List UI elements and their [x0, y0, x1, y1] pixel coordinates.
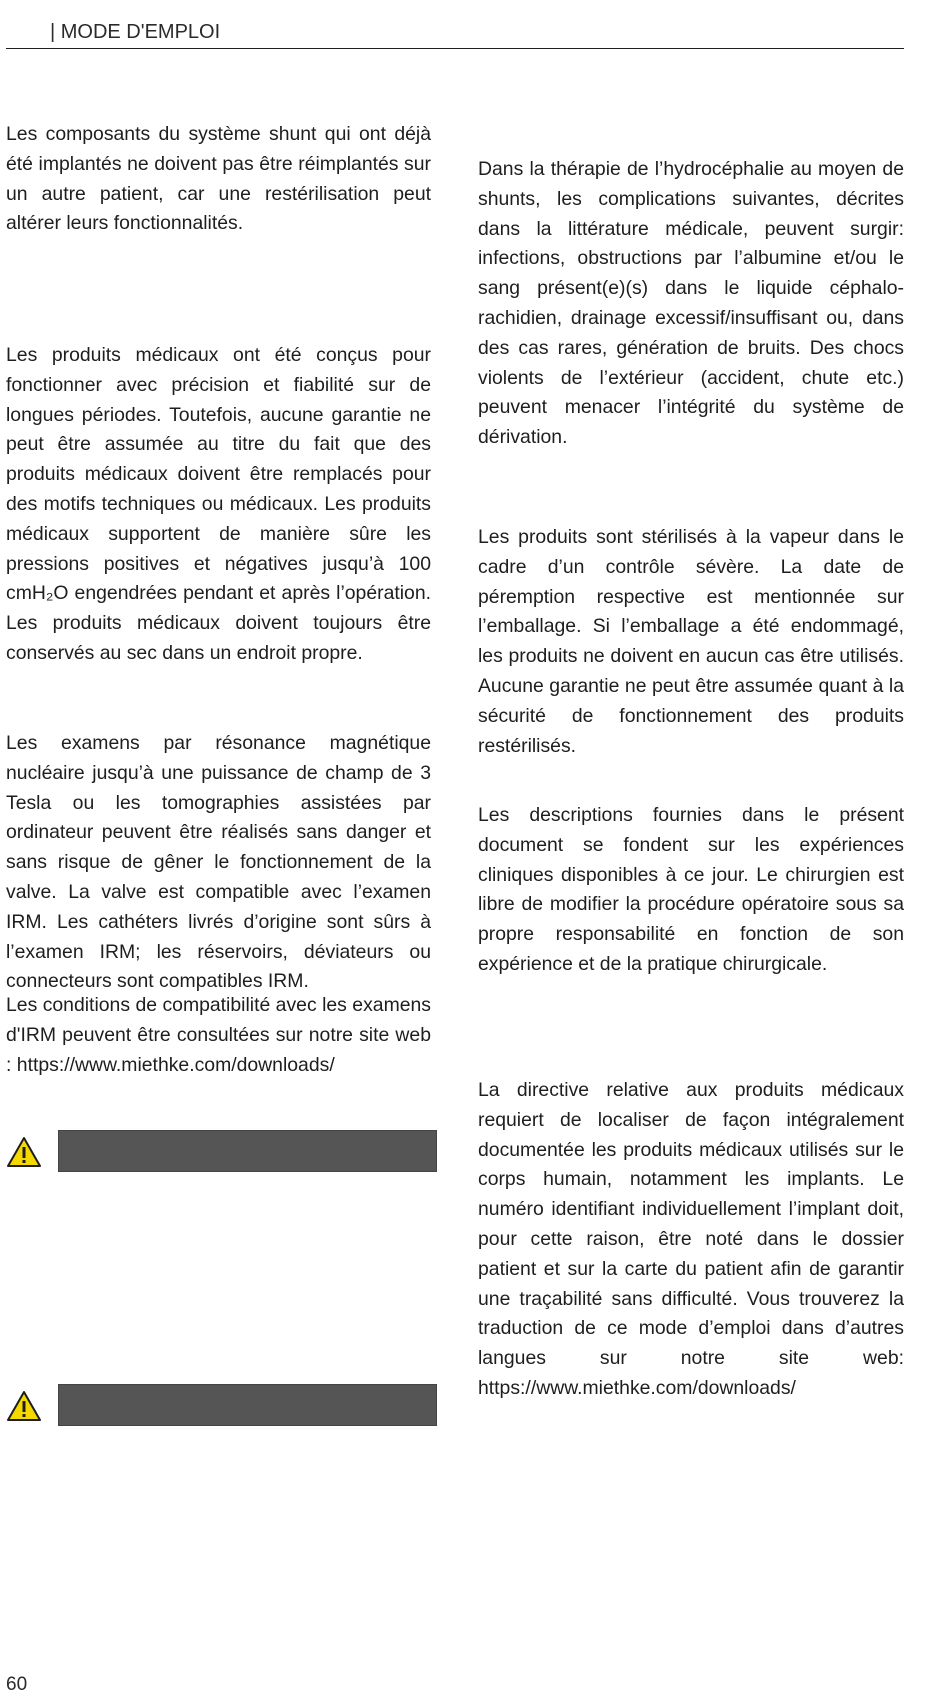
page-header: [6, 18, 904, 49]
traceability-link[interactable]: https://www.miethke.com/downloads/: [478, 1376, 796, 1399]
paragraph-mri-conditions: [6, 991, 431, 1080]
warning-bar: [58, 1384, 437, 1426]
header-title: | MODE D'EMPLOI: [50, 21, 221, 43]
warning-triangle-icon: [6, 1390, 42, 1422]
paragraph-mri-compatibility: Les examens par résonance magnétique nucléaire jusqu’à une puissance de champ de 3 Tesla ou les tomographies assistées par ordinateur peuvent être réalisés sans danger et sans risque de gêner le fonctionnement de la valve. La valve est compatible avec l’examen IRM. Les cathéters livrés d’origine sont sûrs à l’examen IRM; les réservoirs, déviateurs ou connecteurs sont compatibles IRM.: [6, 732, 431, 993]
warning-triangle-icon: [6, 1136, 42, 1168]
warning-box: [6, 1384, 436, 1426]
paragraph-traceability: [478, 1076, 904, 1404]
paragraph-complications: Dans la thérapie de l’hydrocéphalie au moyen de shunts, les complications suivantes, décrites dans la littérature médicale, peuvent surgir: infections, obstructions par l’albumine et/ou le sang présent(e)(s) dans le liquide céphalo-rachidien, drainage excessif/insuffisant ou, dans des cas rares, génération de bruits. Des chocs violents de l’extérieur (accident, chute etc.) peuvent menacer l’intégrité du système de dérivation.: [478, 158, 904, 449]
traceability-text: La directive relative aux produits médicaux requiert de localiser de façon intégralement documentée les produits médicaux utilisés sur le corps humain, notamment les implants. Le numéro identifiant individuellement l’implant doit, pour cette raison, être noté dans le dossier patient et sur la carte du patient afin de garantir une traçabilité sans difficulté. Vous trouverez la traduction de ce mode d’emploi dans d’autres langues sur notre site web:: [478, 1079, 904, 1370]
paragraph-reuse-warning: Les composants du système shunt qui ont déjà été implantés ne doivent pas être réimplantés sur un autre patient, car une restérilisation peut altérer leurs fonctionnalités.: [6, 123, 431, 235]
page-number: 60: [6, 1674, 28, 1695]
mri-conditions-link[interactable]: https://www.miethke.com/downloads/: [16, 1053, 335, 1076]
paragraph-product-reliability: Les produits médicaux ont été conçus pour fonctionner avec précision et fiabilité sur de longues périodes. Toutefois, aucune garantie ne peut être assumée au titre du fait que des produits médicaux doivent être remplacés pour des motifs techniques ou médicaux. Les produits médicaux supportent de manière sûre les pressions positives et négatives jusqu’à 100 cmH₂O engendrées pendant et après l’opération. Les produits médicaux doivent toujours être conservés au sec dans un endroit propre.: [6, 344, 431, 664]
mri-conditions-text: Les conditions de compatibilité avec les examens d'IRM peuvent être consultées sur notre site web :: [6, 994, 431, 1076]
warning-bar: [58, 1130, 437, 1172]
paragraph-sterilization: Les produits sont stérilisés à la vapeur dans le cadre d’un contrôle sévère. La date de péremption respective est mentionnée sur l’emballage. Si l’emballage a été endommagé, les produits ne doivent en aucun cas être utilisés. Aucune garantie ne peut être assumée quant à la sécurité de fonctionnement des produits restérilisés.: [478, 526, 904, 757]
warning-box: [6, 1130, 436, 1172]
paragraph-clinical-experience: Les descriptions fournies dans le présent document se fondent sur les expériences cliniques disponibles à ce jour. Le chirurgien est libre de modifier la procédure opératoire sous sa propre responsabilité en fonction de son expérience et de la pratique chirurgicale.: [478, 804, 904, 975]
